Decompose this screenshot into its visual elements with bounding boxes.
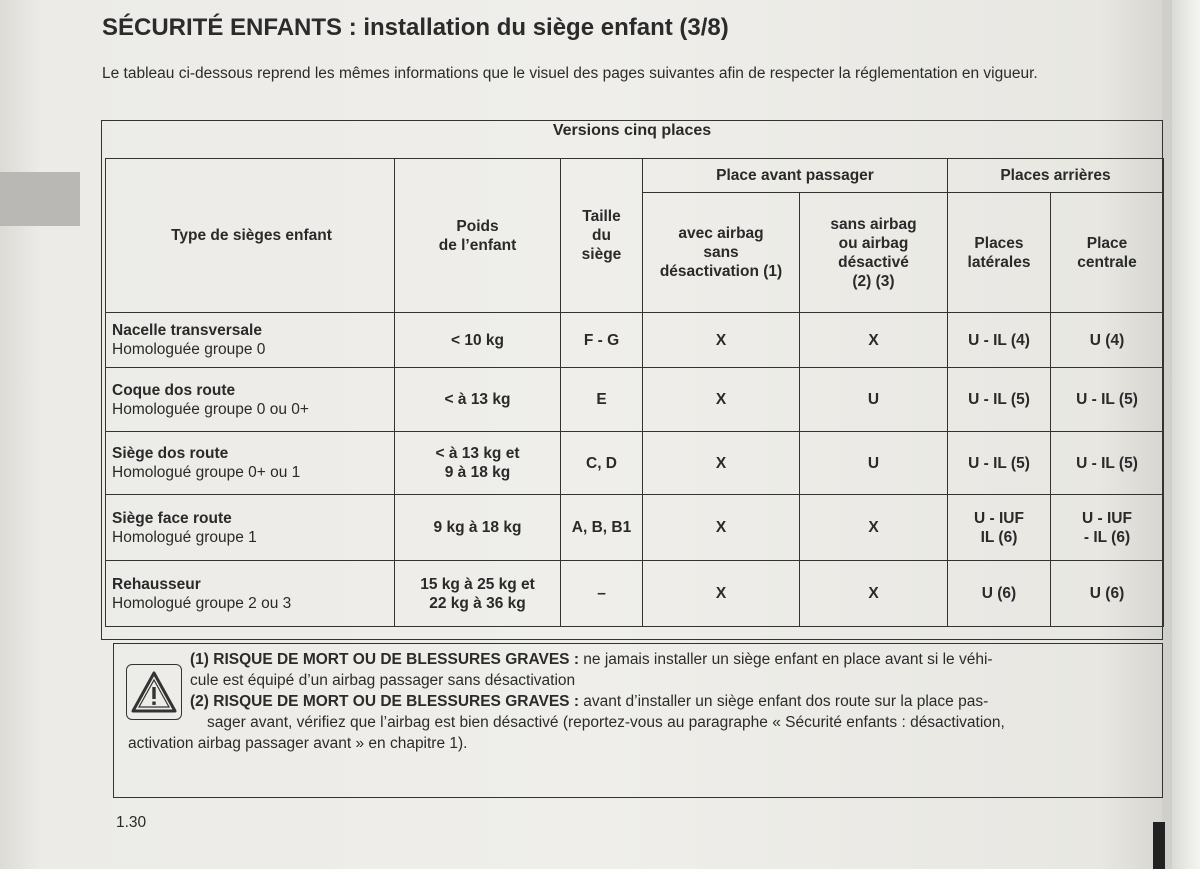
chapter-edge-mark (1153, 822, 1165, 869)
front-airbag-cell: X (643, 313, 800, 368)
seat-type-cell: Siège dos route Homologué groupe 0+ ou 1 (106, 432, 395, 495)
weight-cell: < à 13 kg et 9 à 18 kg (395, 432, 561, 495)
table-row (106, 495, 1164, 561)
page-number: 1.30 (116, 814, 147, 831)
weight-cell: 15 kg à 25 kg et 22 kg à 36 kg (395, 561, 561, 627)
size-cell: F - G (561, 313, 643, 368)
rear-center-cell: U (4) (1051, 313, 1164, 368)
header-front-seat: Place avant passager (643, 159, 948, 193)
header-rear-center: Place centrale (1051, 193, 1164, 313)
front-airbag-cell: X (643, 561, 800, 627)
rear-side-cell: U - IL (5) (948, 368, 1051, 432)
page-title: SÉCURITÉ ENFANTS : installation du siège enfant (3/8) (102, 14, 729, 41)
warning-text: (1) RISQUE DE MORT OU DE BLESSURES GRAVES : ne jamais installer un siège enfant en place avant si le véhi- cule est équipé d’un airbag passager sans désactivation (2) RISQUE DE MORT OU DE BLESSURES GRAVES : avant d’installer un siège enfant dos route sur la place pas- sager avant, vérifiez que l’airbag est bien désactivé (reportez-vous au paragraphe « Sécurité enfants : désactivation, activation airbag passager avant » en chapitre 1). (128, 651, 1005, 752)
size-cell: – (561, 561, 643, 627)
header-weight: Poids de l’enfant (395, 159, 561, 313)
front-airbag-cell: X (643, 495, 800, 561)
seat-type-cell: Nacelle transversale Homologuée groupe 0 (106, 313, 395, 368)
weight-cell: < à 13 kg (395, 368, 561, 432)
seat-type-cell: Coque dos route Homologuée groupe 0 ou 0+ (106, 368, 395, 432)
header-rear-side: Places latérales (948, 193, 1051, 313)
table-title: Versions cinq places (552, 122, 712, 139)
table-row (106, 432, 1164, 495)
rear-center-cell: U - IL (5) (1051, 432, 1164, 495)
weight-cell: < 10 kg (395, 313, 561, 368)
front-no-airbag-cell: X (800, 495, 948, 561)
front-no-airbag-cell: X (800, 313, 948, 368)
front-no-airbag-cell: U (800, 432, 948, 495)
header-front-airbag: avec airbag sans désactivation (1) (643, 193, 800, 313)
front-airbag-cell: X (643, 368, 800, 432)
table-row (106, 313, 1164, 368)
rear-center-cell: U - IUF - IL (6) (1051, 495, 1164, 561)
size-cell: A, B, B1 (561, 495, 643, 561)
rear-side-cell: U - IL (5) (948, 432, 1051, 495)
header-type: Type de sièges enfant (106, 159, 395, 313)
rear-center-cell: U - IL (5) (1051, 368, 1164, 432)
table-row (106, 368, 1164, 432)
seat-type-cell: Siège face route Homologué groupe 1 (106, 495, 395, 561)
header-size: Taille du siège (561, 159, 643, 313)
intro-paragraph: Le tableau ci-dessous reprend les mêmes informations que le visuel des pages suivantes afin de respecter la réglementation en vigueur. (102, 65, 1038, 82)
rear-center-cell: U (6) (1051, 561, 1164, 627)
rear-side-cell: U - IUF IL (6) (948, 495, 1051, 561)
front-no-airbag-cell: U (800, 368, 948, 432)
header-front-no-airbag: sans airbag ou airbag désactivé (2) (3) (800, 193, 948, 313)
front-airbag-cell: X (643, 432, 800, 495)
size-cell: C, D (561, 432, 643, 495)
rear-side-cell: U (6) (948, 561, 1051, 627)
rear-side-cell: U - IL (4) (948, 313, 1051, 368)
seat-type-cell: Rehausseur Homologué groupe 2 ou 3 (106, 561, 395, 627)
page-tab-marker (0, 172, 80, 226)
page-edge (1172, 0, 1200, 869)
table-row (106, 561, 1164, 627)
size-cell: E (561, 368, 643, 432)
front-no-airbag-cell: X (800, 561, 948, 627)
header-rear-seats: Places arrières (948, 159, 1164, 193)
weight-cell: 9 kg à 18 kg (395, 495, 561, 561)
child-seat-table (105, 158, 1164, 627)
